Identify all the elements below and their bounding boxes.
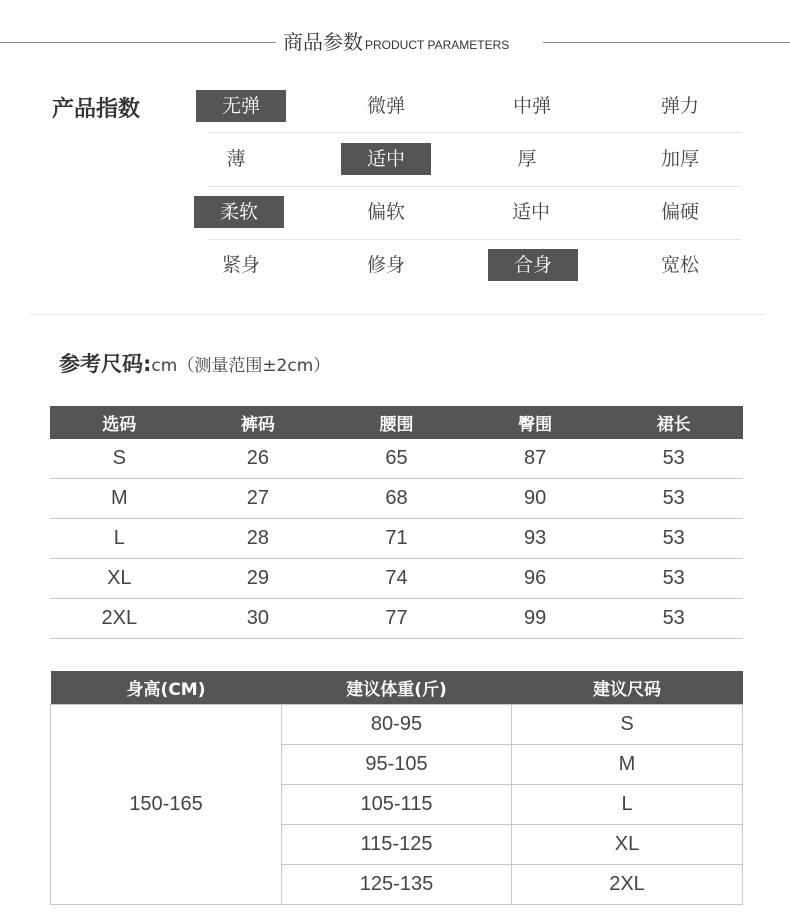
col-header: 选码: [50, 406, 189, 439]
index-option: 宽松: [660, 254, 699, 276]
index-option-selected: 合身: [488, 249, 578, 281]
weight-cell: 115-125: [282, 825, 512, 865]
index-option: 薄: [226, 148, 246, 170]
size-cell: XL: [512, 825, 743, 865]
index-option: 弹力: [660, 95, 699, 117]
index-option: 厚: [517, 148, 537, 170]
size-cell: S: [512, 705, 743, 745]
size-reference-title: [59, 348, 330, 380]
table-cell: 96: [466, 559, 605, 599]
section-header: [283, 28, 509, 56]
table-cell: 71: [327, 519, 466, 559]
table-cell: 77: [327, 599, 466, 639]
row-divider: [208, 239, 741, 240]
size-table: [50, 406, 743, 639]
section-divider: [30, 314, 764, 315]
col-header: 裤码: [189, 406, 328, 439]
table-cell: 29: [189, 559, 328, 599]
size-reference-note: cm（测量范围±2cm）: [151, 356, 331, 376]
index-option: 修身: [366, 254, 405, 276]
index-option: 偏硬: [660, 201, 699, 223]
index-option-selected: 无弹: [196, 90, 286, 122]
index-option: 加厚: [660, 148, 699, 170]
table-cell: 26: [189, 439, 328, 479]
weight-cell: 95-105: [282, 745, 512, 785]
recommendation-table: [50, 671, 743, 905]
col-header: 臀围: [466, 406, 605, 439]
table-cell: 27: [189, 479, 328, 519]
table-cell: 87: [466, 439, 605, 479]
table-cell: 53: [604, 599, 743, 639]
index-option-selected: 适中: [341, 143, 431, 175]
size-cell: L: [512, 785, 743, 825]
height-range-cell: 150-165: [51, 705, 282, 905]
row-divider: [208, 132, 741, 133]
table-cell: XL: [50, 559, 189, 599]
row-divider: [208, 186, 741, 187]
index-option: 紧身: [221, 254, 260, 276]
product-index-label: 产品指数: [52, 97, 141, 122]
weight-cell: 125-135: [282, 865, 512, 905]
col-header: 建议体重(斤): [282, 671, 512, 705]
table-cell: 53: [604, 439, 743, 479]
table-cell: S: [50, 439, 189, 479]
table-cell: 99: [466, 599, 605, 639]
table-cell: 53: [604, 479, 743, 519]
table-cell: 93: [466, 519, 605, 559]
table-cell: 30: [189, 599, 328, 639]
header-title-cn: 商品参数: [283, 30, 363, 54]
index-option: 中弹: [512, 95, 551, 117]
weight-cell: 105-115: [282, 785, 512, 825]
size-cell: M: [512, 745, 743, 785]
table-row: [51, 705, 743, 745]
recommendation-table-header: [51, 671, 743, 705]
col-header: 腰围: [327, 406, 466, 439]
size-reference-label: 参考尺码:: [59, 352, 152, 376]
table-row: [50, 599, 743, 639]
table-cell: L: [50, 519, 189, 559]
table-cell: 90: [466, 479, 605, 519]
header-title-en: PRODUCT PARAMETERS: [365, 38, 510, 52]
col-header: 建议尺码: [512, 671, 743, 705]
table-cell: 53: [604, 559, 743, 599]
table-row: [50, 519, 743, 559]
table-cell: 2XL: [50, 599, 189, 639]
col-header: 身高(CM): [51, 671, 282, 705]
header-rule-right: [543, 42, 790, 43]
table-cell: 68: [327, 479, 466, 519]
table-cell: 65: [327, 439, 466, 479]
size-table-header: [50, 406, 743, 439]
index-option: 偏软: [366, 201, 405, 223]
table-cell: 53: [604, 519, 743, 559]
table-cell: M: [50, 479, 189, 519]
header-rule-left: [0, 42, 276, 43]
table-cell: 74: [327, 559, 466, 599]
table-row: [50, 479, 743, 519]
index-option: 适中: [511, 201, 550, 223]
weight-cell: 80-95: [282, 705, 512, 745]
table-row: [50, 439, 743, 479]
index-option-selected: 柔软: [194, 196, 284, 228]
table-cell: 28: [189, 519, 328, 559]
index-option: 微弹: [366, 95, 405, 117]
table-row: [50, 559, 743, 599]
col-header: 裙长: [604, 406, 743, 439]
size-cell: 2XL: [512, 865, 743, 905]
